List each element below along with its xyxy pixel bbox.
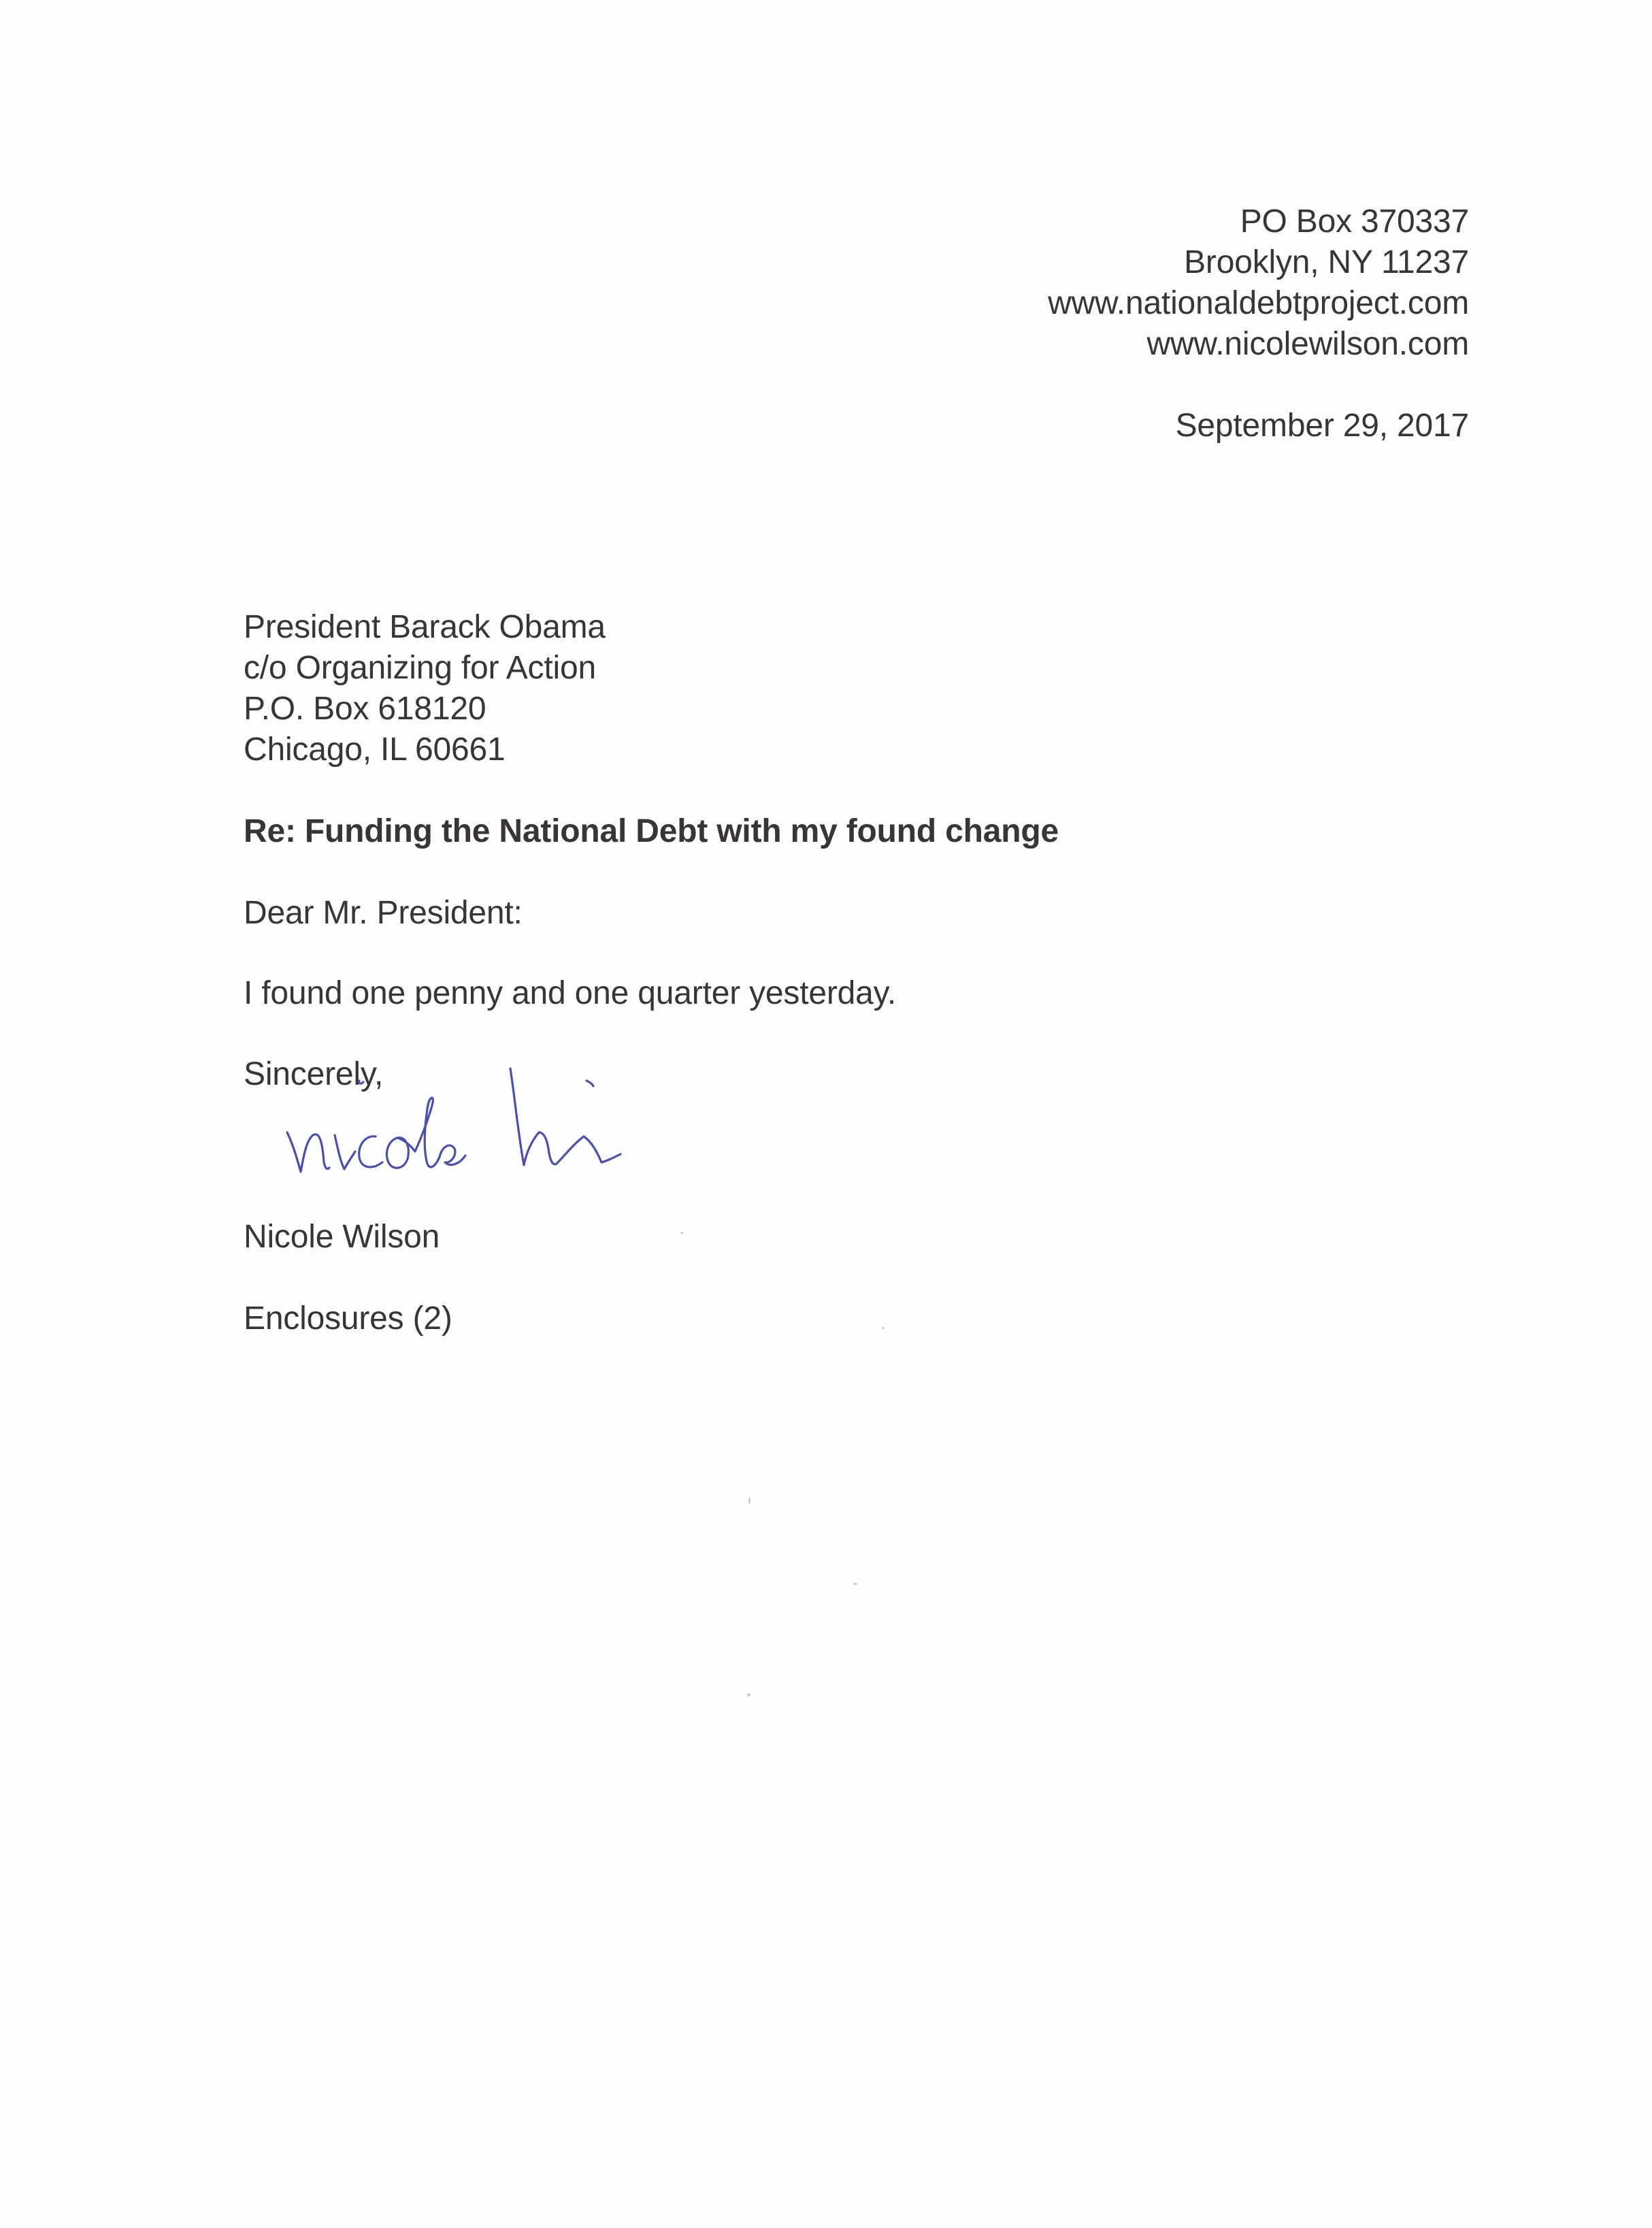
scan-speck bbox=[747, 1693, 750, 1697]
scan-speck bbox=[748, 1497, 750, 1504]
scan-speck bbox=[853, 1583, 857, 1585]
recipient-name: President Barack Obama bbox=[244, 609, 606, 645]
sender-address-block bbox=[1048, 201, 1469, 365]
scan-speck bbox=[680, 1232, 684, 1234]
subject-line: Re: Funding the National Debt with my found change bbox=[244, 813, 1059, 849]
signer-name: Nicole Wilson bbox=[244, 1219, 440, 1255]
recipient-care-of: c/o Organizing for Action bbox=[244, 650, 596, 686]
sender-website-1: www.nationaldebtproject.com bbox=[1048, 285, 1469, 321]
scan-speck bbox=[882, 1327, 885, 1329]
sender-city-line: Brooklyn, NY 11237 bbox=[1184, 244, 1469, 280]
sender-website-2: www.nicolewilson.com bbox=[1146, 326, 1469, 362]
recipient-city-line: Chicago, IL 60661 bbox=[244, 732, 506, 768]
handwritten-signature bbox=[272, 1062, 694, 1198]
recipient-address-block bbox=[244, 607, 606, 770]
enclosures-note: Enclosures (2) bbox=[244, 1300, 452, 1337]
letter-date: September 29, 2017 bbox=[1175, 408, 1469, 444]
sender-po-box: PO Box 370337 bbox=[1240, 203, 1469, 240]
letter-body: I found one penny and one quarter yesterday. bbox=[244, 975, 897, 1011]
recipient-po-box: P.O. Box 618120 bbox=[244, 691, 486, 727]
closing: Sincerely, bbox=[244, 1056, 384, 1092]
salutation: Dear Mr. President: bbox=[244, 895, 523, 931]
